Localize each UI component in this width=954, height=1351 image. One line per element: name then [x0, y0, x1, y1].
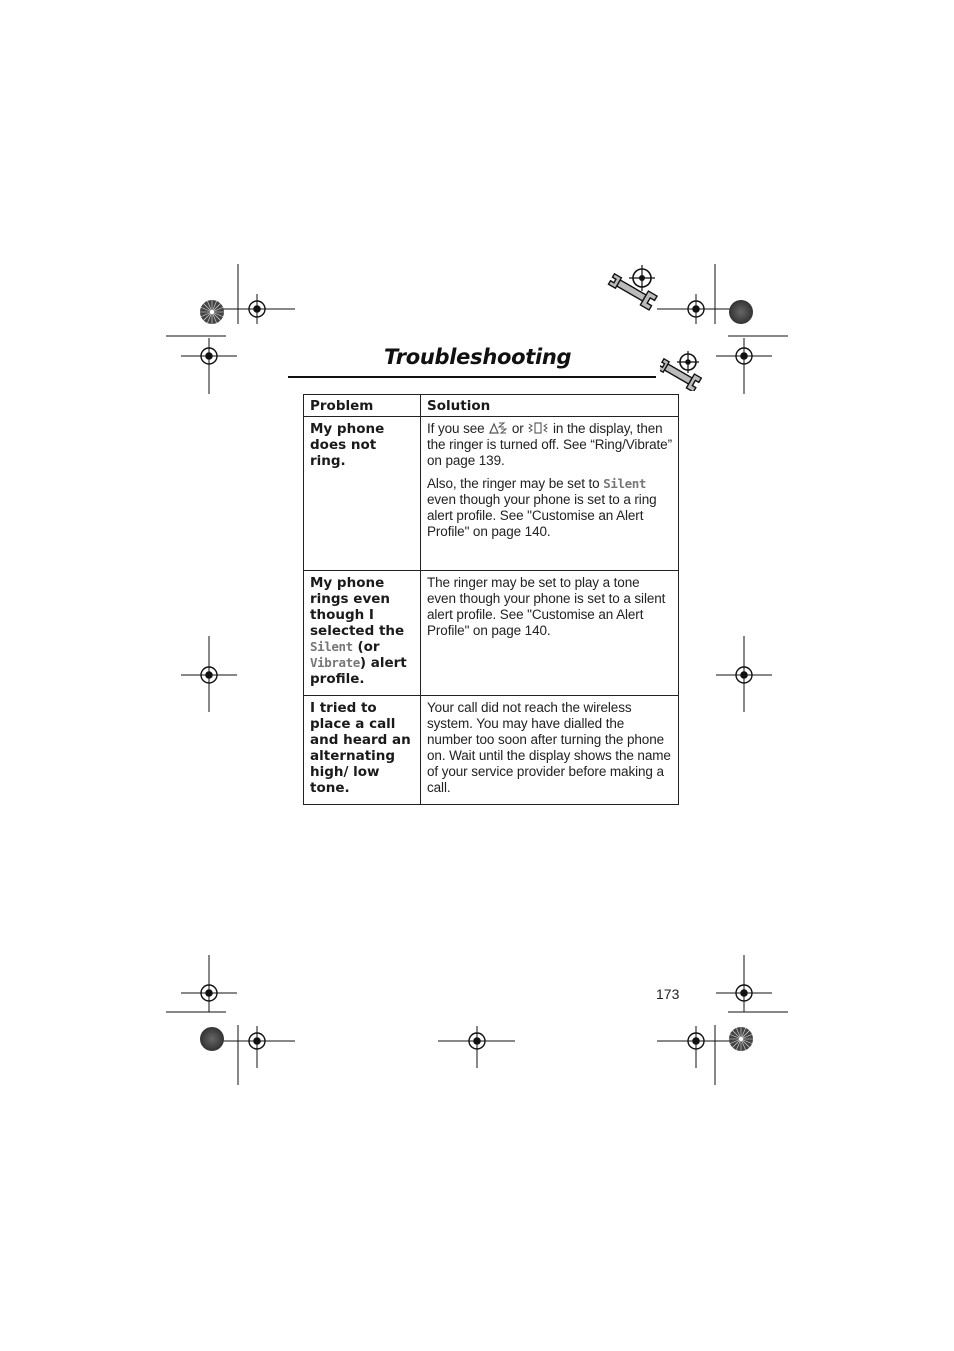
vibrate-icon	[527, 421, 549, 435]
problem-text: My phone rings even though I selected the	[310, 575, 405, 639]
page-title: Troubleshooting	[384, 345, 572, 369]
problem-cell: My phone does not ring.	[304, 417, 421, 571]
table-row	[304, 417, 679, 571]
solution-cell: Your call did not reach the wireless system. You may have dialled the number too soon after turning the phone on. Wait until the display shows the name of your service provider before making a call.	[421, 696, 679, 805]
wrench-crosshair-icon	[607, 265, 657, 310]
title-rule	[288, 376, 656, 378]
ringer-off-icon	[488, 421, 508, 435]
problem-text: (or	[357, 639, 380, 655]
solution-cell	[421, 417, 679, 571]
solution-cell: The ringer may be set to play a tone even though your phone is set to a silent alert profile. See "Customise an Alert Profile" on page 140.	[421, 571, 679, 696]
troubleshooting-table	[303, 394, 679, 805]
solution-text: in the display, then the ringer is turned off. See “Ring/Vibrate” on page 139.	[427, 421, 672, 468]
solution-text: or	[511, 421, 524, 436]
table-row	[304, 571, 679, 696]
table-header-row	[304, 395, 679, 417]
header-problem: Problem	[304, 395, 421, 417]
problem-cell	[304, 571, 421, 696]
solution-text: even though your phone is set to a ring alert profile. See "Customise an Alert Profile" on page 140.	[427, 492, 657, 539]
lcd-term-silent: Silent	[310, 639, 353, 654]
solution-paragraph	[427, 476, 672, 540]
wrench-crosshair-icon	[660, 345, 706, 391]
solution-text: If you see	[427, 421, 485, 436]
lcd-term-vibrate: Vibrate	[310, 655, 360, 670]
header-solution: Solution	[421, 395, 679, 417]
table-row	[304, 696, 679, 805]
lcd-term-silent: Silent	[603, 476, 647, 491]
page-number: 173	[656, 986, 680, 1002]
solution-text: Also, the ringer may be set to	[427, 476, 600, 491]
problem-cell: I tried to place a call and heard an alternating high/ low tone.	[304, 696, 421, 805]
problem-text: ) alert profile.	[310, 655, 407, 687]
solution-paragraph	[427, 421, 672, 469]
